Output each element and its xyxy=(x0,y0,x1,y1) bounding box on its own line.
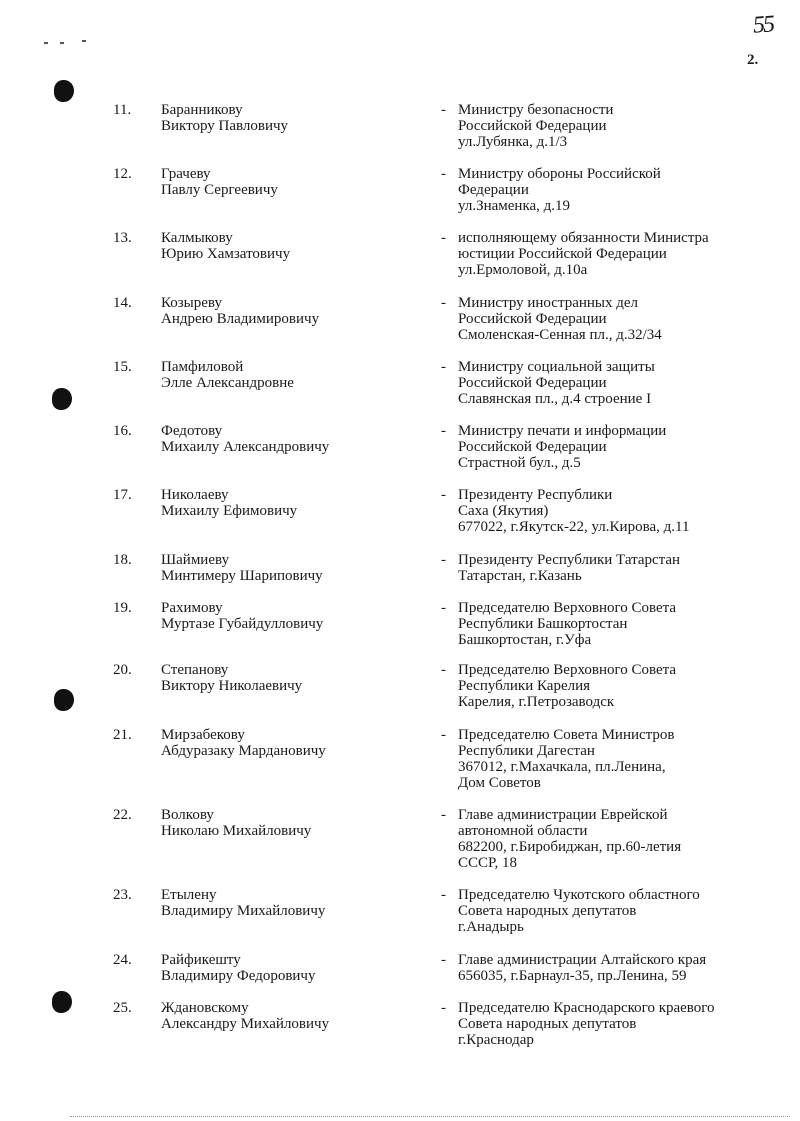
recipient-name: Шаймиеву Минтимеру Шариповичу xyxy=(161,552,323,584)
dash-separator: - xyxy=(441,662,446,678)
dash-separator: - xyxy=(441,952,446,968)
recipient-name: Памфиловой Элле Александровне xyxy=(161,359,294,391)
dash-separator: - xyxy=(441,102,446,118)
recipient-address: Председателю Краснодарского краевого Совета народных депутатов г.Краснодар xyxy=(458,1000,715,1048)
recipient-address: Председателю Чукотского областного Совета народных депутатов г.Анадырь xyxy=(458,887,700,935)
entry-number: 14. xyxy=(113,295,132,311)
scan-speck xyxy=(60,42,64,44)
recipient-name: Грачеву Павлу Сергеевичу xyxy=(161,166,278,198)
punch-hole-mark xyxy=(52,388,72,410)
recipient-address: Председателю Совета Министров Республики Дагестан 367012, г.Махачкала, пл.Ленина, Дом Советов xyxy=(458,727,675,791)
recipient-name: Степанову Виктору Николаевичу xyxy=(161,662,303,694)
recipient-address: Министру социальной защиты Российской Федерации Славянская пл., д.4 строение I xyxy=(458,359,655,407)
recipient-address: Председателю Верховного Совета Республики Башкортостан Башкортостан, г.Уфа xyxy=(458,600,677,648)
recipient-name: Рахимову Муртазе Губайдулловичу xyxy=(161,600,324,632)
recipient-address: исполняющему обязанности Министра юстиции Российской Федерации ул.Ермоловой, д.10а xyxy=(458,230,709,278)
entry-number: 12. xyxy=(113,166,132,182)
dash-separator: - xyxy=(441,1000,446,1016)
scan-speck xyxy=(82,40,86,42)
entry-number: 16. xyxy=(113,423,132,439)
recipient-name: Николаеву Михаилу Ефимовичу xyxy=(161,487,298,519)
entry-number: 24. xyxy=(113,952,132,968)
recipient-name: Козыреву Андрею Владимировичу xyxy=(161,295,320,327)
recipient-name: Баранникову Виктору Павловичу xyxy=(161,102,289,134)
recipient-name: Етылену Владимиру Михайловичу xyxy=(161,887,326,919)
entry-number: 17. xyxy=(113,487,132,503)
dash-separator: - xyxy=(441,727,446,743)
entry-number: 18. xyxy=(113,552,132,568)
entry-number: 13. xyxy=(113,230,132,246)
recipient-address: Министру обороны Российской Федерации ул.Знаменка, д.19 xyxy=(458,166,661,214)
punch-hole-mark xyxy=(54,689,74,711)
page-number: 2. xyxy=(747,52,759,68)
entry-number: 23. xyxy=(113,887,132,903)
recipient-name: Райфикешту Владимиру Федоровичу xyxy=(161,952,316,984)
recipient-address: Председателю Верховного Совета Республики Карелия Карелия, г.Петрозаводск xyxy=(458,662,677,710)
recipient-name: Ждановскому Александру Михайловичу xyxy=(161,1000,330,1032)
scan-edge-line xyxy=(70,1116,790,1118)
recipient-address: Министру безопасности Российской Федерации ул.Лубянка, д.1/3 xyxy=(458,102,614,150)
entry-number: 22. xyxy=(113,807,132,823)
dash-separator: - xyxy=(441,600,446,616)
dash-separator: - xyxy=(441,487,446,503)
scan-speck xyxy=(44,42,48,44)
recipient-address: Министру печати и информации Российской Федерации Страстной бул., д.5 xyxy=(458,423,667,471)
recipient-name: Федотову Михаилу Александровичу xyxy=(161,423,330,455)
dash-separator: - xyxy=(441,552,446,568)
recipient-name: Мирзабекову Абдуразаку Мардановичу xyxy=(161,727,326,759)
dash-separator: - xyxy=(441,230,446,246)
entry-number: 25. xyxy=(113,1000,132,1016)
recipient-name: Волкову Николаю Михайловичу xyxy=(161,807,312,839)
entry-number: 20. xyxy=(113,662,132,678)
punch-hole-mark xyxy=(54,80,74,102)
handwritten-page-number: 55 xyxy=(752,11,774,39)
recipient-address: Главе администрации Алтайского края 656035, г.Барнаул-35, пр.Ленина, 59 xyxy=(458,952,707,984)
entry-number: 21. xyxy=(113,727,132,743)
entry-number: 15. xyxy=(113,359,132,375)
dash-separator: - xyxy=(441,359,446,375)
recipient-address: Министру иностранных дел Российской Федерации Смоленская-Сенная пл., д.32/34 xyxy=(458,295,662,343)
dash-separator: - xyxy=(441,807,446,823)
entry-number: 11. xyxy=(113,102,132,118)
punch-hole-mark xyxy=(52,991,72,1013)
dash-separator: - xyxy=(441,887,446,903)
dash-separator: - xyxy=(441,423,446,439)
recipient-name: Калмыкову Юрию Хамзатовичу xyxy=(161,230,291,262)
entry-number: 19. xyxy=(113,600,132,616)
recipient-address: Президенту Республики Татарстан Татарстан, г.Казань xyxy=(458,552,681,584)
dash-separator: - xyxy=(441,295,446,311)
dash-separator: - xyxy=(441,166,446,182)
recipient-address: Президенту Республики Саха (Якутия) 677022, г.Якутск-22, ул.Кирова, д.11 xyxy=(458,487,690,535)
recipient-address: Главе администрации Еврейской автономной области 682200, г.Биробиджан, пр.60-летия СССР, 18 xyxy=(458,807,682,871)
